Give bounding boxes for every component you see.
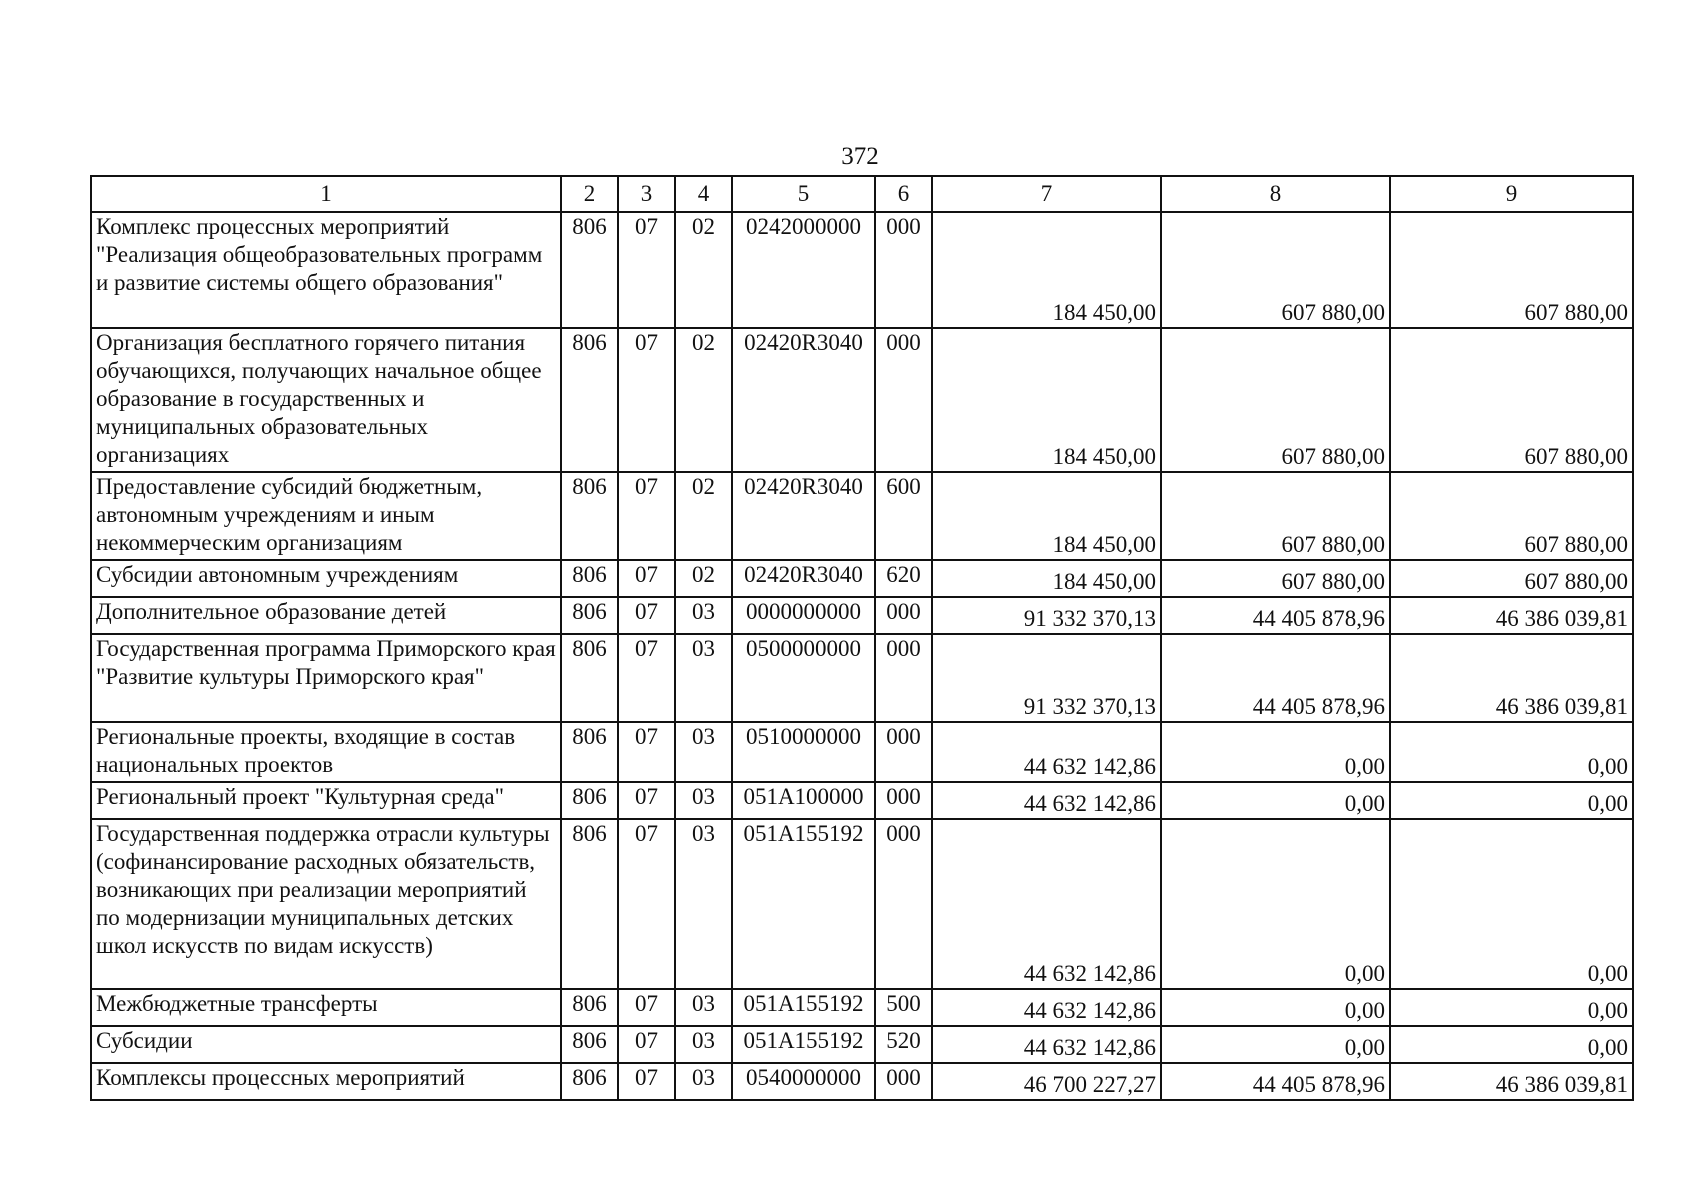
cell-target-article: 02420R3040 [732, 472, 875, 560]
cell-grbs: 806 [561, 597, 618, 634]
table-row [91, 1063, 1633, 1100]
cell-amount-9: 607 880,00 [1390, 212, 1633, 328]
cell-subsection: 03 [675, 1026, 732, 1063]
table-row [91, 1026, 1633, 1063]
cell-target-article: 051A155192 [732, 819, 875, 989]
cell-amount-7: 44 632 142,86 [932, 819, 1161, 989]
cell-target-article: 0000000000 [732, 597, 875, 634]
cell-amount-9: 0,00 [1390, 989, 1633, 1026]
cell-amount-7: 184 450,00 [932, 472, 1161, 560]
cell-section: 07 [618, 1063, 675, 1100]
cell-amount-9: 0,00 [1390, 782, 1633, 819]
header-row [91, 176, 1633, 212]
cell-target-article: 0540000000 [732, 1063, 875, 1100]
cell-amount-8: 0,00 [1161, 722, 1390, 782]
cell-subsection: 03 [675, 597, 732, 634]
cell-amount-7: 44 632 142,86 [932, 782, 1161, 819]
cell-grbs: 806 [561, 634, 618, 722]
cell-expense-type: 520 [875, 1026, 932, 1063]
cell-target-article: 051A155192 [732, 1026, 875, 1063]
cell-target-article: 0500000000 [732, 634, 875, 722]
cell-section: 07 [618, 212, 675, 328]
table-row [91, 560, 1633, 597]
cell-amount-8: 607 880,00 [1161, 328, 1390, 472]
cell-amount-9: 46 386 039,81 [1390, 597, 1633, 634]
cell-grbs: 806 [561, 212, 618, 328]
row-name: Предоставление субсидий бюджетным, автономным учреждениям и иным некоммерческим организациям [91, 472, 561, 560]
row-name: Региональные проекты, входящие в состав национальных проектов [91, 722, 561, 782]
cell-section: 07 [618, 722, 675, 782]
header-cell: 6 [875, 176, 932, 212]
cell-amount-7: 184 450,00 [932, 212, 1161, 328]
cell-amount-9: 607 880,00 [1390, 472, 1633, 560]
cell-amount-7: 184 450,00 [932, 328, 1161, 472]
cell-section: 07 [618, 328, 675, 472]
cell-grbs: 806 [561, 1026, 618, 1063]
cell-expense-type: 000 [875, 722, 932, 782]
cell-grbs: 806 [561, 1063, 618, 1100]
header-cell: 8 [1161, 176, 1390, 212]
row-name: Региональный проект "Культурная среда" [91, 782, 561, 819]
cell-expense-type: 000 [875, 819, 932, 989]
cell-expense-type: 000 [875, 328, 932, 472]
cell-amount-8: 607 880,00 [1161, 560, 1390, 597]
cell-expense-type: 000 [875, 1063, 932, 1100]
cell-expense-type: 000 [875, 634, 932, 722]
cell-amount-9: 607 880,00 [1390, 560, 1633, 597]
table-row [91, 597, 1633, 634]
header-cell: 1 [91, 176, 561, 212]
cell-target-article: 0242000000 [732, 212, 875, 328]
cell-grbs: 806 [561, 782, 618, 819]
row-name: Государственная программа Приморского края "Развитие культуры Приморского края" [91, 634, 561, 722]
cell-amount-7: 91 332 370,13 [932, 597, 1161, 634]
row-name: Организация бесплатного горячего питания обучающихся, получающих начальное общее образование в государственных и муниципальных образовательных организациях [91, 328, 561, 472]
cell-section: 07 [618, 472, 675, 560]
cell-amount-8: 44 405 878,96 [1161, 634, 1390, 722]
cell-amount-8: 44 405 878,96 [1161, 1063, 1390, 1100]
cell-target-article: 051A155192 [732, 989, 875, 1026]
row-name: Государственная поддержка отрасли культуры (софинансирование расходных обязательств, возникающих при реализации мероприятий по модернизации муниципальных детских школ искусств по видам искусств) [91, 819, 561, 989]
table-row [91, 472, 1633, 560]
table-row [91, 782, 1633, 819]
cell-target-article: 02420R3040 [732, 328, 875, 472]
cell-amount-7: 91 332 370,13 [932, 634, 1161, 722]
cell-target-article: 0510000000 [732, 722, 875, 782]
row-name: Субсидии автономным учреждениям [91, 560, 561, 597]
page-number: 372 [841, 143, 879, 170]
cell-subsection: 03 [675, 819, 732, 989]
cell-section: 07 [618, 597, 675, 634]
cell-amount-8: 0,00 [1161, 782, 1390, 819]
row-name: Комплекс процессных мероприятий "Реализация общеобразовательных программ и развитие системы общего образования" [91, 212, 561, 328]
cell-amount-9: 0,00 [1390, 1026, 1633, 1063]
table-row [91, 819, 1633, 989]
table-row [91, 328, 1633, 472]
header-cell: 4 [675, 176, 732, 212]
row-name: Субсидии [91, 1026, 561, 1063]
cell-amount-9: 46 386 039,81 [1390, 1063, 1633, 1100]
cell-section: 07 [618, 634, 675, 722]
cell-grbs: 806 [561, 328, 618, 472]
table-row [91, 722, 1633, 782]
budget-table [90, 175, 1634, 1101]
cell-amount-7: 44 632 142,86 [932, 989, 1161, 1026]
table-row [91, 634, 1633, 722]
cell-grbs: 806 [561, 819, 618, 989]
cell-amount-8: 607 880,00 [1161, 212, 1390, 328]
table-row [91, 989, 1633, 1026]
cell-section: 07 [618, 560, 675, 597]
header-cell: 2 [561, 176, 618, 212]
table-row [91, 212, 1633, 328]
header-cell: 5 [732, 176, 875, 212]
cell-subsection: 02 [675, 560, 732, 597]
cell-subsection: 03 [675, 634, 732, 722]
cell-expense-type: 600 [875, 472, 932, 560]
cell-expense-type: 620 [875, 560, 932, 597]
cell-subsection: 02 [675, 328, 732, 472]
row-name: Дополнительное образование детей [91, 597, 561, 634]
cell-target-article: 051A100000 [732, 782, 875, 819]
cell-subsection: 03 [675, 989, 732, 1026]
cell-amount-7: 184 450,00 [932, 560, 1161, 597]
cell-amount-9: 607 880,00 [1390, 328, 1633, 472]
cell-amount-8: 44 405 878,96 [1161, 597, 1390, 634]
cell-subsection: 03 [675, 722, 732, 782]
cell-amount-8: 607 880,00 [1161, 472, 1390, 560]
cell-amount-7: 44 632 142,86 [932, 1026, 1161, 1063]
cell-section: 07 [618, 782, 675, 819]
cell-amount-7: 46 700 227,27 [932, 1063, 1161, 1100]
row-name: Комплексы процессных мероприятий [91, 1063, 561, 1100]
cell-expense-type: 000 [875, 782, 932, 819]
header-cell: 3 [618, 176, 675, 212]
cell-subsection: 03 [675, 1063, 732, 1100]
cell-amount-8: 0,00 [1161, 819, 1390, 989]
cell-expense-type: 000 [875, 212, 932, 328]
cell-amount-9: 46 386 039,81 [1390, 634, 1633, 722]
cell-amount-7: 44 632 142,86 [932, 722, 1161, 782]
cell-target-article: 02420R3040 [732, 560, 875, 597]
cell-section: 07 [618, 1026, 675, 1063]
cell-grbs: 806 [561, 989, 618, 1026]
cell-subsection: 03 [675, 782, 732, 819]
header-cell: 9 [1390, 176, 1633, 212]
cell-section: 07 [618, 819, 675, 989]
cell-section: 07 [618, 989, 675, 1026]
cell-expense-type: 000 [875, 597, 932, 634]
cell-amount-8: 0,00 [1161, 1026, 1390, 1063]
cell-amount-9: 0,00 [1390, 722, 1633, 782]
cell-amount-8: 0,00 [1161, 989, 1390, 1026]
row-name: Межбюджетные трансферты [91, 989, 561, 1026]
cell-grbs: 806 [561, 472, 618, 560]
header-cell: 7 [932, 176, 1161, 212]
cell-grbs: 806 [561, 722, 618, 782]
cell-subsection: 02 [675, 212, 732, 328]
cell-amount-9: 0,00 [1390, 819, 1633, 989]
cell-subsection: 02 [675, 472, 732, 560]
cell-expense-type: 500 [875, 989, 932, 1026]
cell-grbs: 806 [561, 560, 618, 597]
